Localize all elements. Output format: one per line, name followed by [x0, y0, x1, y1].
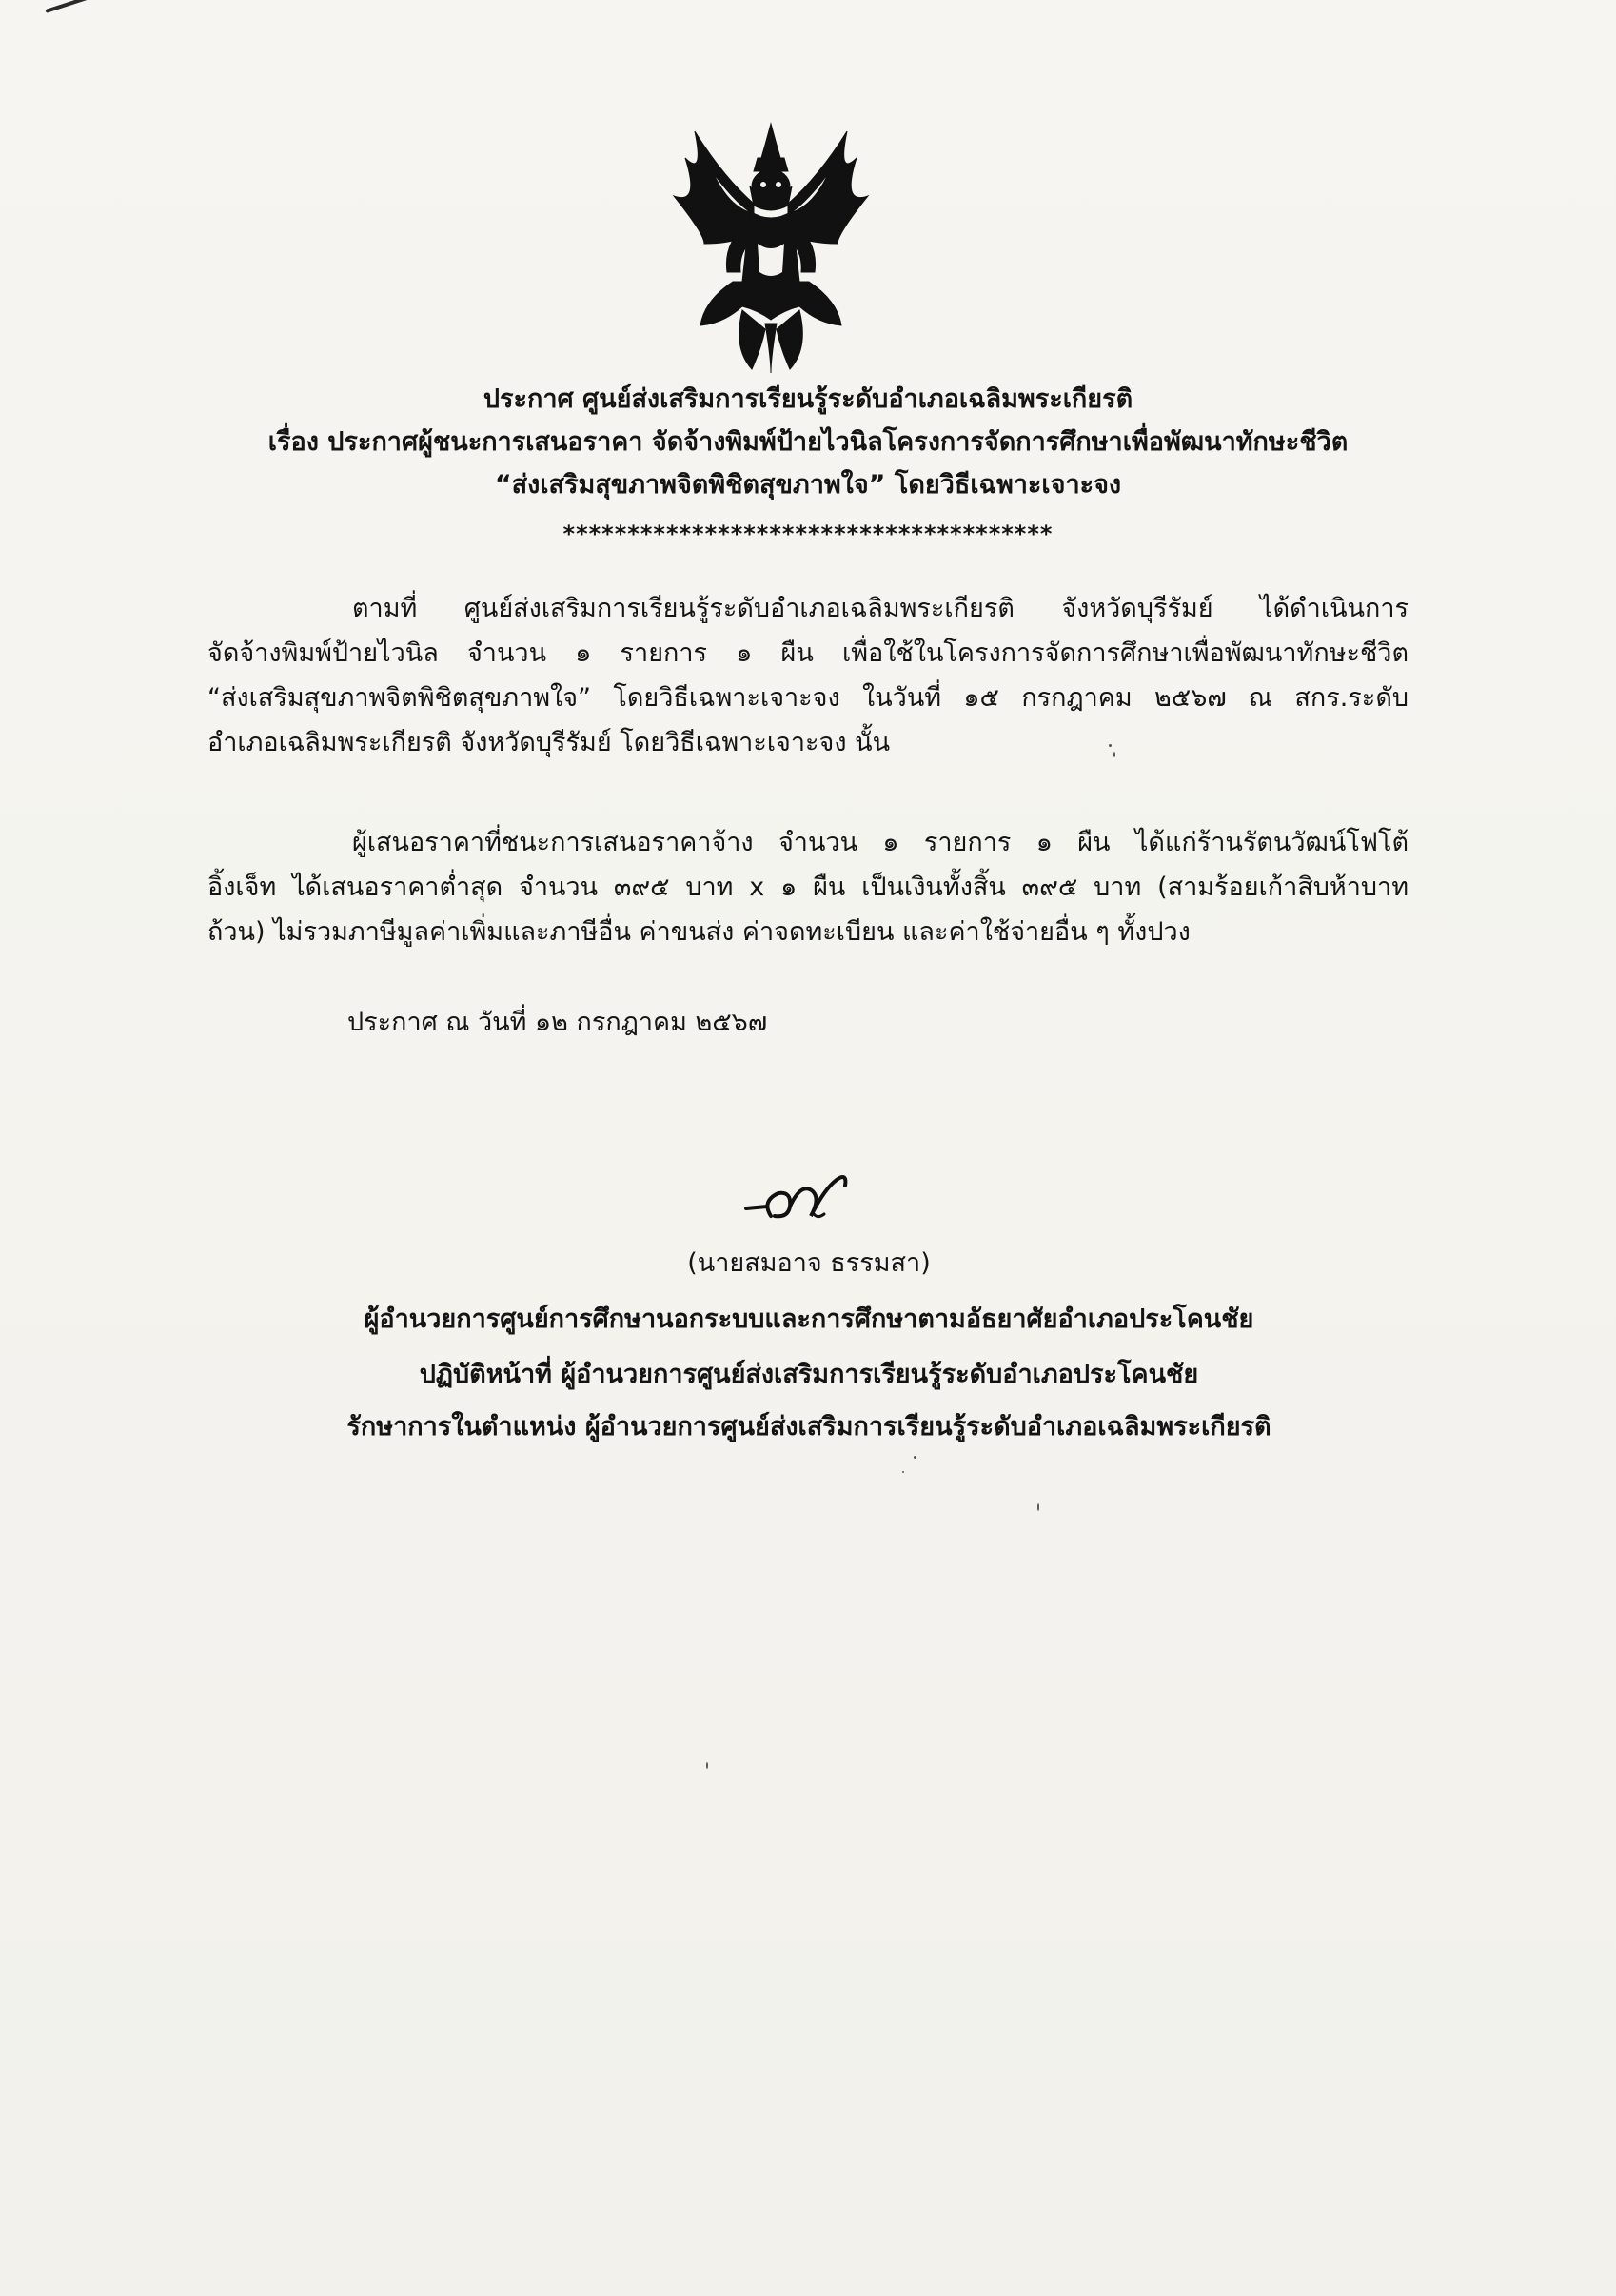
- scan-speck: [1113, 752, 1115, 757]
- signatory-position-caretaker: รักษาการในตำแหน่ง ผู้อำนวยการศูนย์ส่งเสริมการเรียนรู้ระดับอำเภอเฉลิมพระเกียรติ: [346, 1412, 1271, 1442]
- signatory-name: (นายสมอาจ ธรรมสา): [687, 1248, 931, 1278]
- scan-speck: [1109, 744, 1112, 747]
- announcement-subject: เรื่อง ประกาศผู้ชนะการเสนอราคา จัดจ้างพิมพ์ป้ายไวนิลโครงการจัดการศึกษาเพื่อพัฒนาทักษะชีวิต: [267, 427, 1349, 457]
- announcement-date: ประกาศ ณ วันที่ ๑๒ กรกฎาคม ๒๕๖๗: [347, 1008, 768, 1037]
- scan-speck: [706, 1762, 708, 1769]
- announcement-project-name: “ส่งเสริมสุขภาพจิตพิชิตสุขภาพใจ” โดยวิธีเฉพาะเจาะจง: [494, 470, 1122, 500]
- paragraph-line: จัดจ้างพิมพ์ป้ายไวนิล จำนวน ๑ รายการ ๑ ผืน เพื่อใช้ในโครงการจัดการศึกษาเพื่อพัฒนาทักษะชีวิต: [207, 638, 1409, 668]
- signatory-position-acting: ปฏิบัติหน้าที่ ผู้อำนวยการศูนย์ส่งเสริมการเรียนรู้ระดับอำเภอประโคนชัย: [419, 1360, 1199, 1389]
- paragraph-line: “ส่งเสริมสุขภาพจิตพิชิตสุขภาพใจ” โดยวิธีเฉพาะเจาะจง ในวันที่ ๑๕ กรกฎาคม ๒๕๖๗ ณ สกร.ระดับ: [207, 683, 1409, 713]
- garuda-emblem-icon: [666, 120, 876, 375]
- handwritten-signature: [733, 1163, 885, 1239]
- separator-line: **************************************: [562, 520, 1054, 547]
- paragraph-line: อิ้งเจ็ท ได้เสนอราคาต่ำสุด จำนวน ๓๙๕ บาท x ๑ ผืน เป็นเงินทั้งสิ้น ๓๙๕ บาท (สามร้อยเก้าสิบห้าบาท: [207, 873, 1409, 902]
- paragraph-line: ผู้เสนอราคาที่ชนะการเสนอราคาจ้าง จำนวน ๑ รายการ ๑ ผืน ได้แก่ร้านรัตนวัฒน์โฟโต้: [352, 828, 1409, 857]
- scan-speck: [1037, 1503, 1039, 1511]
- signatory-position-primary: ผู้อำนวยการศูนย์การศึกษานอกระบบและการศึกษาตามอัธยาศัยอำเภอประโคนชัย: [364, 1305, 1254, 1334]
- scan-speck: [902, 1471, 904, 1473]
- paragraph-line: ถ้วน) ไม่รวมภาษีมูลค่าเพิ่มและภาษีอื่น ค่าขนส่ง ค่าจดทะเบียน และค่าใช้จ่ายอื่น ๆ ทั้งปวง: [207, 917, 1191, 947]
- paragraph-line: ตามที่ ศูนย์ส่งเสริมการเรียนรู้ระดับอำเภอเฉลิมพระเกียรติ จังหวัดบุรีรัมย์ ได้ดำเนินการ: [352, 594, 1409, 623]
- paragraph-line: อำเภอเฉลิมพระเกียรติ จังหวัดบุรีรัมย์ โดยวิธีเฉพาะเจาะจง นั้น: [207, 728, 891, 757]
- stray-pen-mark: [45, 0, 116, 13]
- scan-speck: [914, 1456, 916, 1459]
- announcement-title: ประกาศ ศูนย์ส่งเสริมการเรียนรู้ระดับอำเภอเฉลิมพระเกียรติ: [483, 384, 1133, 414]
